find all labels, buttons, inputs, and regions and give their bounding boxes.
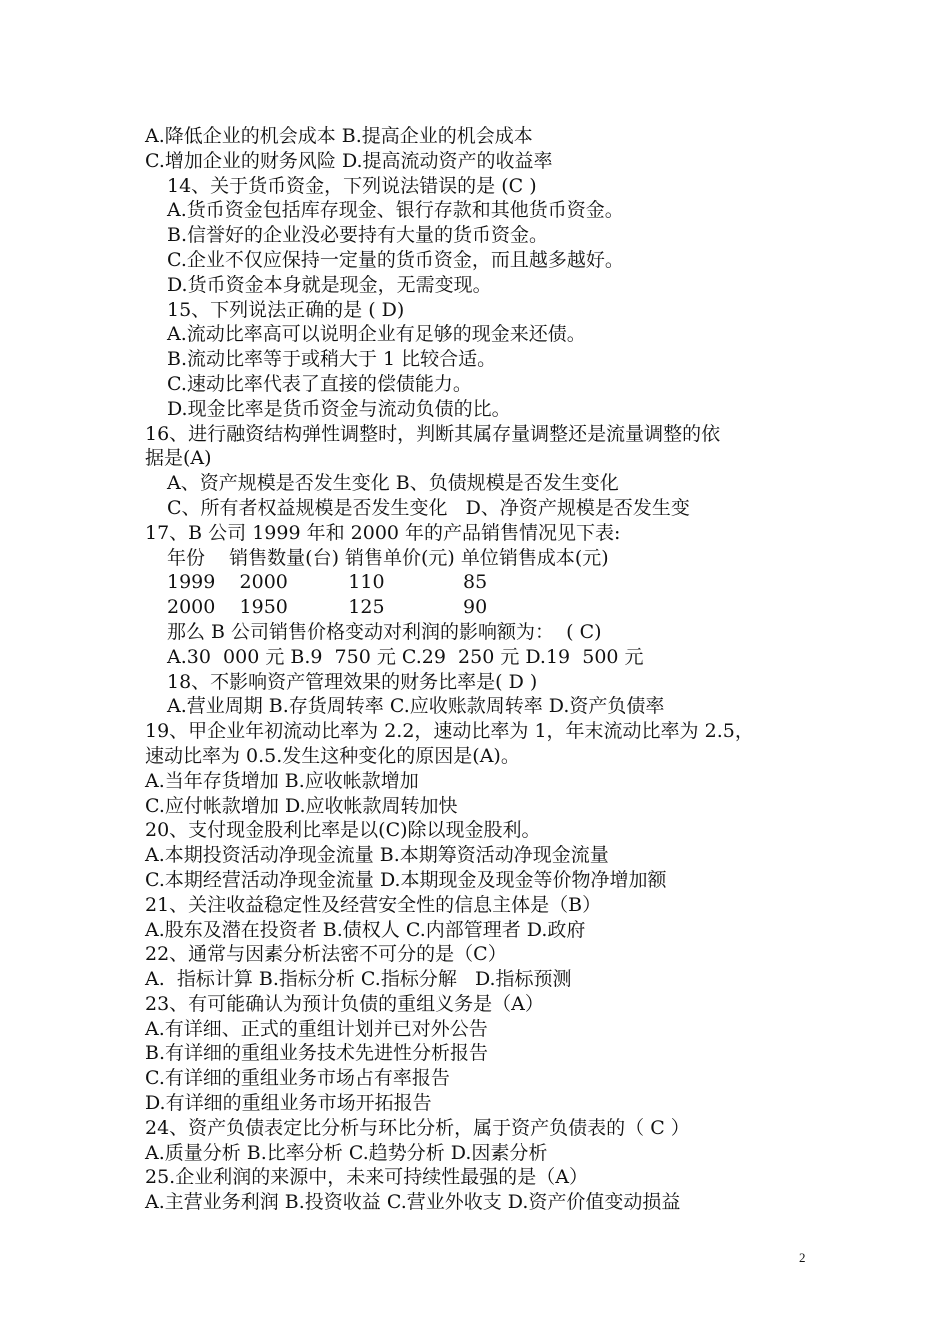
text-line: D.现金比率是货币资金与流动负债的比。 [167,397,511,420]
text-line: A.主营业务利润 B.投资收益 C.营业外收支 D.资产价值变动损益 [145,1191,681,1214]
text-line: A.当年存货增加 B.应收帐款增加 [145,769,419,792]
text-line: 年份 销售数量(台) 销售单价(元) 单位销售成本(元) [167,546,609,569]
document-body [145,124,845,1215]
text-line: C.速动比率代表了直接的偿债能力。 [167,372,472,395]
text-line: A.流动比率高可以说明企业有足够的现金来还债。 [167,323,586,346]
text-line: B.流动比率等于或稍大于 1 比较合适。 [167,348,497,371]
text-line: D.货币资金本身就是现金，无需变现。 [167,273,492,296]
text-line: 25.企业利润的来源中，未来可持续性最强的是（A） [145,1166,588,1189]
text-line: C.有详细的重组业务市场占有率报告 [145,1067,450,1090]
text-line: 1999 2000 110 85 [167,571,488,594]
text-line: C.本期经营活动净现金流量 D.本期现金及现金等价物净增加额 [145,868,667,891]
text-line: A.降低企业的机会成本 B.提高企业的机会成本 [145,125,533,147]
page-number: 2 [799,1250,806,1265]
text-line: 20、支付现金股利比率是以(C)除以现金股利。 [145,819,541,842]
text-line: A.股东及潜在投资者 B.债权人 C.内部管理者 D.政府 [145,918,586,941]
text-line: 23、有可能确认为预计负债的重组义务是（A） [145,992,544,1015]
text-line: 16、进行融资结构弹性调整时，判断其属存量调整还是流量调整的依 [145,422,721,445]
text-line: 22、通常与因素分析法密不可分的是（C） [145,943,507,966]
text-line: 据是(A) [145,447,212,470]
text-line: C.企业不仅应保持一定量的货币资金，而且越多越好。 [167,248,624,271]
text-line: 21、关注收益稳定性及经营安全性的信息主体是（B） [145,893,602,916]
text-line: 15、下列说法正确的是 ( D) [167,298,405,321]
text-line: 18、不影响资产管理效果的财务比率是( D ) [167,670,538,693]
text-line: A. 指标计算 B.指标分析 C.指标分解 D.指标预测 [145,968,572,991]
text-line: C.应付帐款增加 D.应收帐款周转加快 [145,794,458,817]
text-line: D.有详细的重组业务市场开拓报告 [145,1092,432,1115]
text-line: C、所有者权益规模是否发生变化 D、净资产规模是否发生变 [167,496,690,519]
text-line: A.营业周期 B.存货周转率 C.应收账款周转率 D.资产负债率 [167,695,665,718]
text-line: A.本期投资活动净现金流量 B.本期筹资活动净现金流量 [145,844,609,867]
text-line: A.质量分析 B.比率分析 C.趋势分析 D.因素分析 [145,1141,548,1164]
text-line: B.信誉好的企业没必要持有大量的货币资金。 [167,224,549,247]
text-line: 24、资产负债表定比分析与环比分析，属于资产负债表的（ C ） [145,1116,690,1139]
text-line: A.有详细、正式的重组计划并已对外公告 [145,1017,488,1040]
text-line: 速动比率为 0.5.发生这种变化的原因是(A)。 [145,744,520,767]
text-line: 14、关于货币资金，下列说法错误的是 (C ) [167,174,537,197]
text-line: C.增加企业的财务风险 D.提高流动资产的收益率 [145,149,553,172]
text-line: A.30 000 元 B.9 750 元 C.29 250 元 D.19 500 元 [167,645,644,668]
text-line: 17、B 公司 1999 年和 2000 年的产品销售情况见下表: [145,521,621,544]
text-line: A.货币资金包括库存现金、银行存款和其他货币资金。 [167,199,624,222]
text-line: A、资产规模是否发生变化 B、负债规模是否发生变化 [167,472,619,495]
text-line: B.有详细的重组业务技术先进性分析报告 [145,1042,489,1065]
text-line: 19、甲企业年初流动比率为 2.2，速动比率为 1，年末流动比率为 2.5， [145,720,754,743]
text-line: 2000 1950 125 90 [167,596,488,619]
text-line: 那么 B 公司销售价格变动对利润的影响额为： ( C) [167,620,602,643]
